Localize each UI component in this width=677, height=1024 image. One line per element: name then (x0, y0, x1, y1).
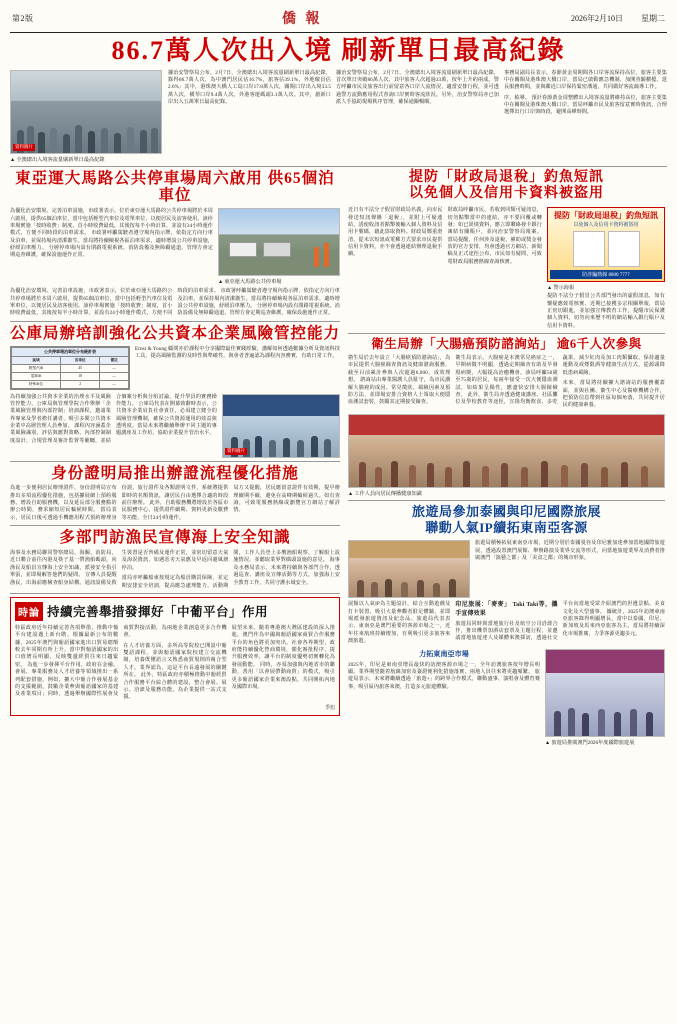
bureau-photo (222, 394, 340, 458)
health-story-headline: 衛生局辦「大腸癌預防諮詢站」 逾6千人次參與 (371, 337, 642, 352)
cell: — (100, 364, 129, 372)
page-number: 第2版 (12, 13, 34, 23)
photo-credit-label: 資料圖片 (15, 144, 33, 150)
lead-body-4: 序、梳導。 預計春節黃金周整體出入境客流量將維持高位，旅客主要集中在關閘及港珠澳大橋口岸。當局呼籲市民及旅客留意實時資訊，合理選擇出行口岸與時段，避開高峰時間。 (504, 94, 667, 116)
fishery-story-body: 海事及水務局聯同警察總局、海關、消防局，近日聯合前往內港及筷子基一帶漁船碼頭，向漁民及船員宣傳海上安全知識，派發安全指引單張，並即場解答他們的疑問。 宣傳人員提醒漁民，出海前應檢查船身結構、通訊設備及救生裝置是否齊備及運作正常，並密切留意天氣及海況資訊，如遇惡劣天氣應及早返回避風塘停泊。 (10, 550, 229, 586)
divider-7 (348, 500, 665, 501)
travel-photo-caption: ▲ 旅遊局推廣澳門2026年度國際旅遊展 (545, 740, 635, 747)
poster-title: 提防「財政局退稅」釣魚短訊 (554, 211, 658, 221)
lead-photo (10, 70, 162, 154)
lead-body-1: 據治安警察局公布，2月7日，全澳總出入境客流量刷新單日最高紀錄，錄得86.7萬人次，為中澳門居民佔16.7%，旅客佔39.1%，外地僱員佔2.6%；其中，港珠澳大橋人工島口岸17.8萬人次，關閘口岸出入境33.5萬人次，橫琴口岸9.4萬人次，外港客運碼頭3.1萬人次。其中，創新口岸出入五萬單日最高紀錄。 (168, 69, 331, 106)
table-header-2: 備註 (100, 356, 129, 364)
photo-credit-label: 資料圖片 (227, 448, 245, 454)
tax-poster-caption: ▲ 警示海報 (547, 285, 575, 292)
cell: — (100, 380, 129, 388)
cell: — (100, 372, 129, 380)
commentary-stamp: 時論 (15, 602, 43, 621)
table-row (12, 364, 129, 372)
cell: 2 (61, 380, 100, 388)
health-story-body-2: 衛生局表示，大腸癌是本澳常見癌症之一，早期病徵不明顯，透過定期篩查有助及早發現病變，大幅提高治癒機會。該局呼籲50歲至75歲的居民，每兩年接受一次大便隱血測試，如結果呈陽性，應盡快安排大腸鏡檢查。 此外，衛生局亦透過健康講座、社區攤位及學校教育等途徑，宣揚均衡飲食、多吃蔬果、減少紅肉及加工肉類攝取、保持適量運動及戒煙限酒等健康生活方式，從源頭降低患病風險。 (455, 355, 665, 406)
health-photo (348, 414, 665, 488)
tax-story-body-2: 財政局呼籲市民，若收到同類可疑訊息，切勿點擊當中的連結，亦不要回覆或轉發；如已誤填資料，應立即聯絡發卡銀行凍結有關賬戶，並向治安警察局報案。 當局提醒，任何涉及退稅、補助或獎金發放的官方安排，均會透過官方網站、新聞稿及正式途徑公布，市民如有疑問，可致電財政局服務熱線查詢核實。 (447, 207, 542, 265)
commentary-body: 特區政府近年持續完善各項舉措，推動中葡平台建設邁上新台階。根據最新公布的數據，2025年澳門與葡語國家進出口貿易總額較去年同期有所上升，當中對葡語國家的出口值增長明顯，反映雙邊經貿往來日趨緊密。 為進一步發揮平台作用，政府在金融、會展、專業服務及人才培養等領域推出一系列配套措施。例如，擴大中葡合作發展基金的支援範圍，鼓勵企業參與葡語國家的基建及產業項目；同時，透過舉辦國際性展會及商貿對接活動，為兩地企業創造更多合作機會。 (15, 624, 227, 698)
id-story-headline: 身份證明局推出辦證流程優化措施 (51, 464, 299, 482)
lead-body-3: 事務局副局長表示，春節黃金周期間各口岸客流保持高位，旅客主要集中在關閘及港珠澳大橋口岸，當局已啟動應急機制，加開查驗櫃檯、延長服務時間，並與鄰近口岸保持緊密溝通，共同做好客流疏導工作。 (504, 69, 667, 91)
cell: 45 (61, 364, 100, 372)
travel-story-headline-line1: 旅遊局參加泰國與印尼國際旅展 (411, 503, 601, 519)
paper-name: 僑 報 (282, 12, 323, 27)
lead-headline: 86.7萬人次出入境 刷新單日最高紀錄 (111, 36, 566, 65)
commentary-headline: 持續完善舉措發揮好「中葡平台」作用 (47, 605, 269, 620)
lead-photo-caption: ▲ 全澳總出入境客流量刷新單日最高紀錄 (10, 156, 105, 163)
fishery-story-body-2: 當局亦呼籲船東按規定為船員購買保險，並定期安排安全培訓，提高應急處理能力。活動期間，工作人員登上多艘漁船視察，了解船上設施情況，並聽取業界對碼頭設施的意見。 海事及水務局表示，未來將持續與各部門合作，透過巡查、講座及宣傳活動等方式，加強海上安全教育工作，共同守護水域安全。 (121, 550, 340, 589)
travel-story-body-2: 展館以人氣IP為主題設計，結合互動遊戲及打卡裝置，吸引大量參觀者駐足體驗，並即場派發旅遊資訊及紀念品。旅遊局代表表示，東南亞是澳門重要的客源市場之一，近年往來航班持續增加，有利吸引更多旅客來澳旅遊。 (348, 601, 451, 645)
commentary-body-2: 在人才培養方面，多所高等院校已開設中葡雙語課程，並與葡語國家院校建立交流機制，培養既懂語言又熟悉商貿規則的複合型人才。業界認為，這是平台長遠發展的關鍵所在。 此外，特區政府亦積極推動中葡經貿合作服務平台綜合體的建設，整合會展、展示、洽談及服務功能，為企業提供一站式支援。 (123, 642, 227, 701)
cell: 輕型汽車 (12, 364, 61, 372)
expo-photo (545, 649, 665, 737)
left-column (10, 170, 340, 747)
health-photo-caption: ▲ 工作人員向居民傳播健康知識 (348, 490, 422, 497)
road-story-headline: 東亞運大馬路公共停車場周六啟用 供65個泊車位 (15, 169, 335, 205)
masthead-rule (10, 32, 667, 33)
cell: 電單車 (12, 372, 61, 380)
weekday: 星期二 (641, 13, 665, 23)
masthead (10, 6, 667, 31)
table-row (12, 380, 129, 388)
table-title: 公共停車場泊車位分布統計表 (11, 347, 129, 356)
bureau-pre-body: Ernst & Young 顧問亦於課程中分享國際最佳實踐經驗，講解如何透過數據分析及資訊科技工具，提高風險監測的及時性與準確性。與會者普遍認為課程內容務實，有助日常工作。 (135, 345, 340, 359)
travel-photo (348, 540, 470, 598)
bureau-story-body: 為持續加強公共資本企業的治理水平及風險管控能力，公庫局與管理學院合作舉辦「企業風險管理與內部控制」培訓課程，邀請業界專家及學者擔任講者，吸引多間公共資本企業中高層管理人員參加。 課程內容涵蓋企業風險識別、評估與應對策略、內部控制制度設計、合規管理及審計監督等範疇，並結合個案分析與分組討論，提升學員的實務操作能力。 公庫局代表在開幕致辭時表示，公共資本企業肩負社會責任，必須建立健全的風險管理機制，確保公共資源運用的效益與透明度。當局未來將繼續舉辦不同主題的專題講座及工作坊，協助企業提升管治水平。 (10, 393, 217, 444)
table-header-1: 泊車位 (61, 356, 100, 364)
id-story-body-2: 局方又提醒，居民應留意證件有效期，提早辦理續期手續，避免在高峰期輪候過久。如有查詢，可致電服務熱線或瀏覽官方網站了解詳情。 (233, 485, 340, 514)
tax-story-headline-line1: 提防「財政局退稅」釣魚短訊 (409, 169, 604, 185)
table-header-0: 區域 (12, 356, 61, 364)
stats-table (11, 356, 129, 389)
road-story-body: 為優化治安環境、完善泊車設施，市政署表示，位於東亞運大馬路的公共停車場將於本周六啟用，提供65個泊車位，當中包括輕型汽車位及電單車位，以便居民及訪客使用。該停車場實施「按時收費」制度，首小時收費最低，其後按每半小時計算，並設有24小時運作模式，方便不同時段的泊車需求。 市政署呼籲駕駛者遵守場內指示牌，依指定方向行車及泊車，並保持場內清潔衞生。當局將持續檢視各區泊車需求，適時增設公共停車設施，紓緩泊車壓力。 分層停車場內設有閉路電視系統、消防設備及無障礙通道，管理方會定期巡查維護，確保設施運作正常。 (10, 208, 213, 259)
divider-2 (10, 321, 340, 322)
divider-1 (10, 166, 667, 167)
road-photo (218, 208, 340, 276)
fishery-story-headline: 多部門訪漁民宣傳海上安全知識 (59, 529, 291, 547)
health-story-body: 衛生局於去年設立「大腸癌預防諮詢站」，為市民提供大腸癌篩查資訊及健康諮詢服務，截至目前累計參與人次超過6,000，成效理想。 諮詢站由專業醫護人員駐守，為市民講解大腸癌的成因、常見徵狀、風險因素及預防方法，並即場安排合資格人士領取大便隱血測試套裝，鼓勵其定期接受篩查。 (348, 355, 451, 406)
road-story-body-2: 為優化治安環境、完善泊車設施，市政署表示，位於東亞運大馬路的公共停車場將於本周六啟用，提供65個泊車位，當中包括輕型汽車位及電單車位，以便居民及訪客使用。該停車場實施「按時收費」制度，首小時收費最低，其後按每半小時計算，並設有24小時運作模式，方便不同時段的泊車需求。 市政署呼籲駕駛者遵守場內指示牌，依指定方向行車及泊車，並保持場內清潔衞生。當局將持續檢視各區泊車需求，適時增設公共停車設施，紓緩泊車壓力。 分層停車場內設有閉路電視系統、消防設備及無障礙通道，管理方會定期巡查維護，確保設施運作正常。 (10, 288, 340, 317)
travel-subheading: 印尼旅展：「麥麥」 Taki Taki等，攜手宣傳效果 (455, 602, 558, 617)
tax-right-note: 提防不法分子假冒公共部門發出的虛假訊息，如有懷疑應致電核實。近期已接獲多宗相關舉報，當局正密切跟進，並加強宣傳教育工作，提醒市民保護個人資料，切勿向來歷不明的網站輸入銀行賬戶及信用卡資料。 (547, 293, 665, 329)
tax-warning-poster (547, 207, 665, 282)
table-row (12, 372, 129, 380)
tax-story-body: 近日有不法分子假冒財政局名義，向市民發送短訊聲稱「退稅」，並附上可疑連結，誘使收訊者點擊後輸入個人資料及信用卡號碼，藉此盜取資料。財政局鄭重澄清，從未以短訊或電郵方式要求市民提供信用卡資料，亦不會透過連結辦理退稅手續。 (348, 207, 443, 258)
travel-story-headline-line2: 聯動人氣IP續拓東南亞客源 (425, 519, 588, 535)
commentary-byline: 季旭 (324, 705, 335, 711)
cell: 18 (61, 372, 100, 380)
issue-date: 2026年2月10日 (571, 13, 623, 23)
commentary-body-3: 展望未來，隨着粵港澳大灣區建設的深入推進，澳門作為中國與葡語國家商貿合作服務平台的角色將更加突出。社會各界期望，政府能持續優化營商環境，簡化審批程序，提升服務效率，讓平台的制度優勢切實轉化為發展動能。 同時，亦須加強與內地省市的聯動，善用「以會展帶動商貿」的模式，吸引更多葡語國家企業來澳設點，共同開拓內地及國際市場。 (231, 624, 335, 690)
lead-body-2: 據治安警察局公布，2月7日，全澳總出入境客流量刷新單日最高紀錄，首次單日突破86萬人次，其中旅客人次超過33萬，按年上升約兩成。警方呼籲市民及旅客出行前留意各口岸人流情況，適當安排行程，並可透過警方流動應用程式查詢口岸實時客流狀況。另外，治安警察局亦已加派人手協助現場秩序管理，確保通關暢順。 (336, 69, 499, 106)
divider-5 (10, 593, 340, 594)
poster-hotline: 防詐騙熱線 8800 7777 (550, 270, 662, 279)
travel-right-subheading: 力拓東南亞市場 (419, 650, 469, 659)
travel-story-body: 旅遊局積極拓展東南亞市場，近期分別於泰國曼谷及印尼雅加達參加當地國際旅遊展，透過設置澳門展館、舉辦路演及業界交流等形式，向當地旅遊業界及消費者推廣澳門「演藝之都」及「美食之都」的城市形象。 (475, 540, 665, 561)
right-column (348, 170, 665, 747)
travel-right-body: 2025年，印尼是東南亞增長最快的訪澳客源市場之一，全年訪澳旅客按年增長明顯。業界期望隨着航線加密及簽證便利化措施落實，兩地人員往來將更趨頻繁。 旅遊局表示，未來將繼續透過「旅遊+」的跨界合作模式，聯動盛事、演唱會及體育賽事，吸引區內旅客來澳，打造多元旅遊體驗。 (348, 661, 540, 690)
divider-3 (10, 461, 340, 462)
health-story-body-3: 未來，當局將持續擴大諮詢站的服務覆蓋面，並與社團、衞生中心及醫療機構合作，把預防信息帶到社區每個角落，共同提升居民的健康素養。 (562, 380, 665, 409)
poster-subtitle: 以免個人及信用卡資料被盜用 (573, 223, 639, 229)
commentary-box (10, 597, 340, 716)
divider-4 (10, 525, 340, 526)
divider-6 (348, 333, 665, 334)
cell: 特殊車位 (12, 380, 61, 388)
id-story-body: 為進一步便利居民辦理證件，身份證明局宣布推出多項流程優化措施，包括擴展網上預約服務、增設自助服務機，以及延長部分服務點的辦公時間，務求縮短居民輪候時間。 當局表示，居民日後可透過手機應用程式預約辦理身份證、旅行證件及各類證明文件，系統將提供即時的名額資訊，讓居民自由選擇合適的時段前往辦理。 此外，自助服務機將增設於各區市民服務中心，提供證件續期、資料更新及繳費等功能，全日24小時運作。 (10, 485, 229, 521)
road-photo-caption: ▲ 東亞運大馬路公共停車場 (218, 279, 282, 286)
tax-story-headline-line2: 以免個人及信用卡資料被盜用 (409, 186, 604, 202)
bureau-story-headline: 公庫局辦培訓強化公共資本企業風險管控能力 (10, 324, 341, 342)
lead-story (10, 70, 667, 163)
travel-story-body-3: 旅遊局同時與當地旅行社及航空公司洽談合作，推出機票加酒店套票及主題行程，並邀請當地旅遊達人及媒體來澳採訪，透過社交平台向當地受眾介紹澳門的世遺景點、美食文化及大型盛事。 據統計，2025年訪澳東南亞旅客錄得明顯增長，當中以泰國、印尼、新加坡及馬來西亞旅客為主。當局將持續深化市場推廣，力爭客源更趨多元。 (455, 601, 665, 642)
